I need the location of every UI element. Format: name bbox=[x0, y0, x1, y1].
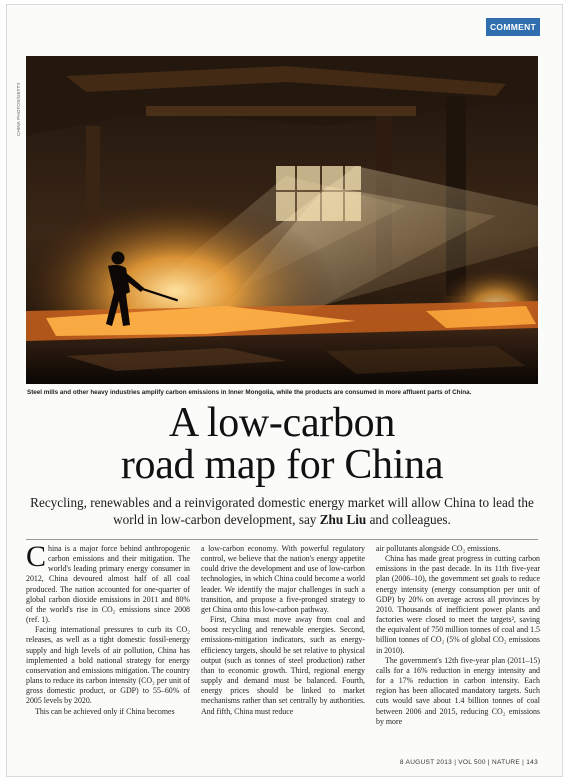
paragraph: First, China must move away from coal and boost recycling and renewable energies. Second, emissions-mitigation indicators, such as energy-efficiency targets, should be set relative to physical output (such as tonnes of steel production) rather than to economic growth. Third, regional energy supply and demand must be balanced. Fourth, energy prices should be linked to market mechanisms rather than set centrally by authorities. And fifth, China must reduce bbox=[201, 615, 365, 716]
paragraph: a low-carbon economy. With powerful regulatory control, we believe that the nation's energy appetite could drive the development and use of low-carbon technologies, in which China could become a world leader. We identify the major challenges in such a transition, and propose a five-pronged strategy to get China onto this low-carbon pathway. bbox=[201, 544, 365, 614]
headline-line-1: A low-carbon bbox=[168, 400, 396, 446]
body-column-1 bbox=[26, 544, 190, 756]
paragraph-text: hina is a major force behind anthropogenic carbon emissions and their mitigation. The world's leading primary energy consumer in 2012, China devoured almost half of all coal produced. The nation accounted for one-quarter of global carbon dioxide emissions in 2011 and 80% of the world's rise in CO₂ emissions since 2008 (ref. 1). bbox=[26, 544, 190, 625]
photo-caption: Steel mills and other heavy industries amplify carbon emissions in Inner Mongolia, while the products are consumed in more affluent parts of China. bbox=[27, 389, 472, 396]
headline-line-2: road map for China bbox=[120, 442, 444, 488]
standfirst-text: Recycling, renewables and a reinvigorated domestic energy market will allow China to lead the world in low-carbon development, say bbox=[30, 495, 534, 527]
paragraph: air pollutants alongside CO₂ emissions. bbox=[376, 544, 501, 553]
hero-photo bbox=[26, 56, 538, 384]
divider-rule bbox=[26, 539, 538, 540]
article-headline bbox=[26, 402, 538, 486]
page-folio: 8 AUGUST 2013 | VOL 500 | NATURE | 143 bbox=[399, 759, 538, 766]
paragraph: Facing international pressures to curb its CO₂ releases, as well as a tight domestic fossil-energy supply and high levels of air pollution, China has implemented a bold national strategy for energy conservation and emissions mitigation. The country plans to reduce its carbon intensity (CO₂ per unit of gross domestic product, or GDP) to 55–60% of 2005 levels by 2020. bbox=[26, 625, 190, 706]
paragraph: The government's 12th five-year plan (2011–15) calls for a 16% reduction in energy intensity and for a 17% reduction in carbon intensity. Each region has been allocated mandatory targets. Such cuts would save about 1.4 billion tonnes of coal between 2006 and 2015, reducing CO₂ emissions by more bbox=[376, 655, 540, 726]
paragraph: This can be achieved only if China becomes bbox=[35, 706, 175, 716]
body-column-3 bbox=[376, 544, 540, 756]
article-body bbox=[26, 544, 540, 756]
paragraph bbox=[26, 544, 190, 625]
steel-mill-image bbox=[26, 56, 538, 384]
body-column-2 bbox=[201, 544, 365, 756]
standfirst-author: Zhu Liu bbox=[319, 512, 367, 527]
section-tag: COMMENT bbox=[486, 18, 540, 36]
paragraph: China has made great progress in cutting carbon emissions in the past decade. In its 11th five-year plan (2006–10), the government set goals to reduce energy intensity (energy consumption per unit of GDP) by 20% on average across all provinces by 2010. Thousands of inefficient power plants and factories were closed to meet the targets², saving the equivalent of 750 million tonnes of coal and 1.5 billion tonnes of CO₂ (5% of global CO₂ emissions in 2010). bbox=[376, 554, 540, 655]
drop-cap: C bbox=[26, 544, 47, 573]
standfirst bbox=[26, 494, 538, 528]
photo-credit: CHINA PHOTOS/GETTY bbox=[16, 82, 21, 136]
standfirst-end: and colleagues. bbox=[369, 512, 451, 527]
